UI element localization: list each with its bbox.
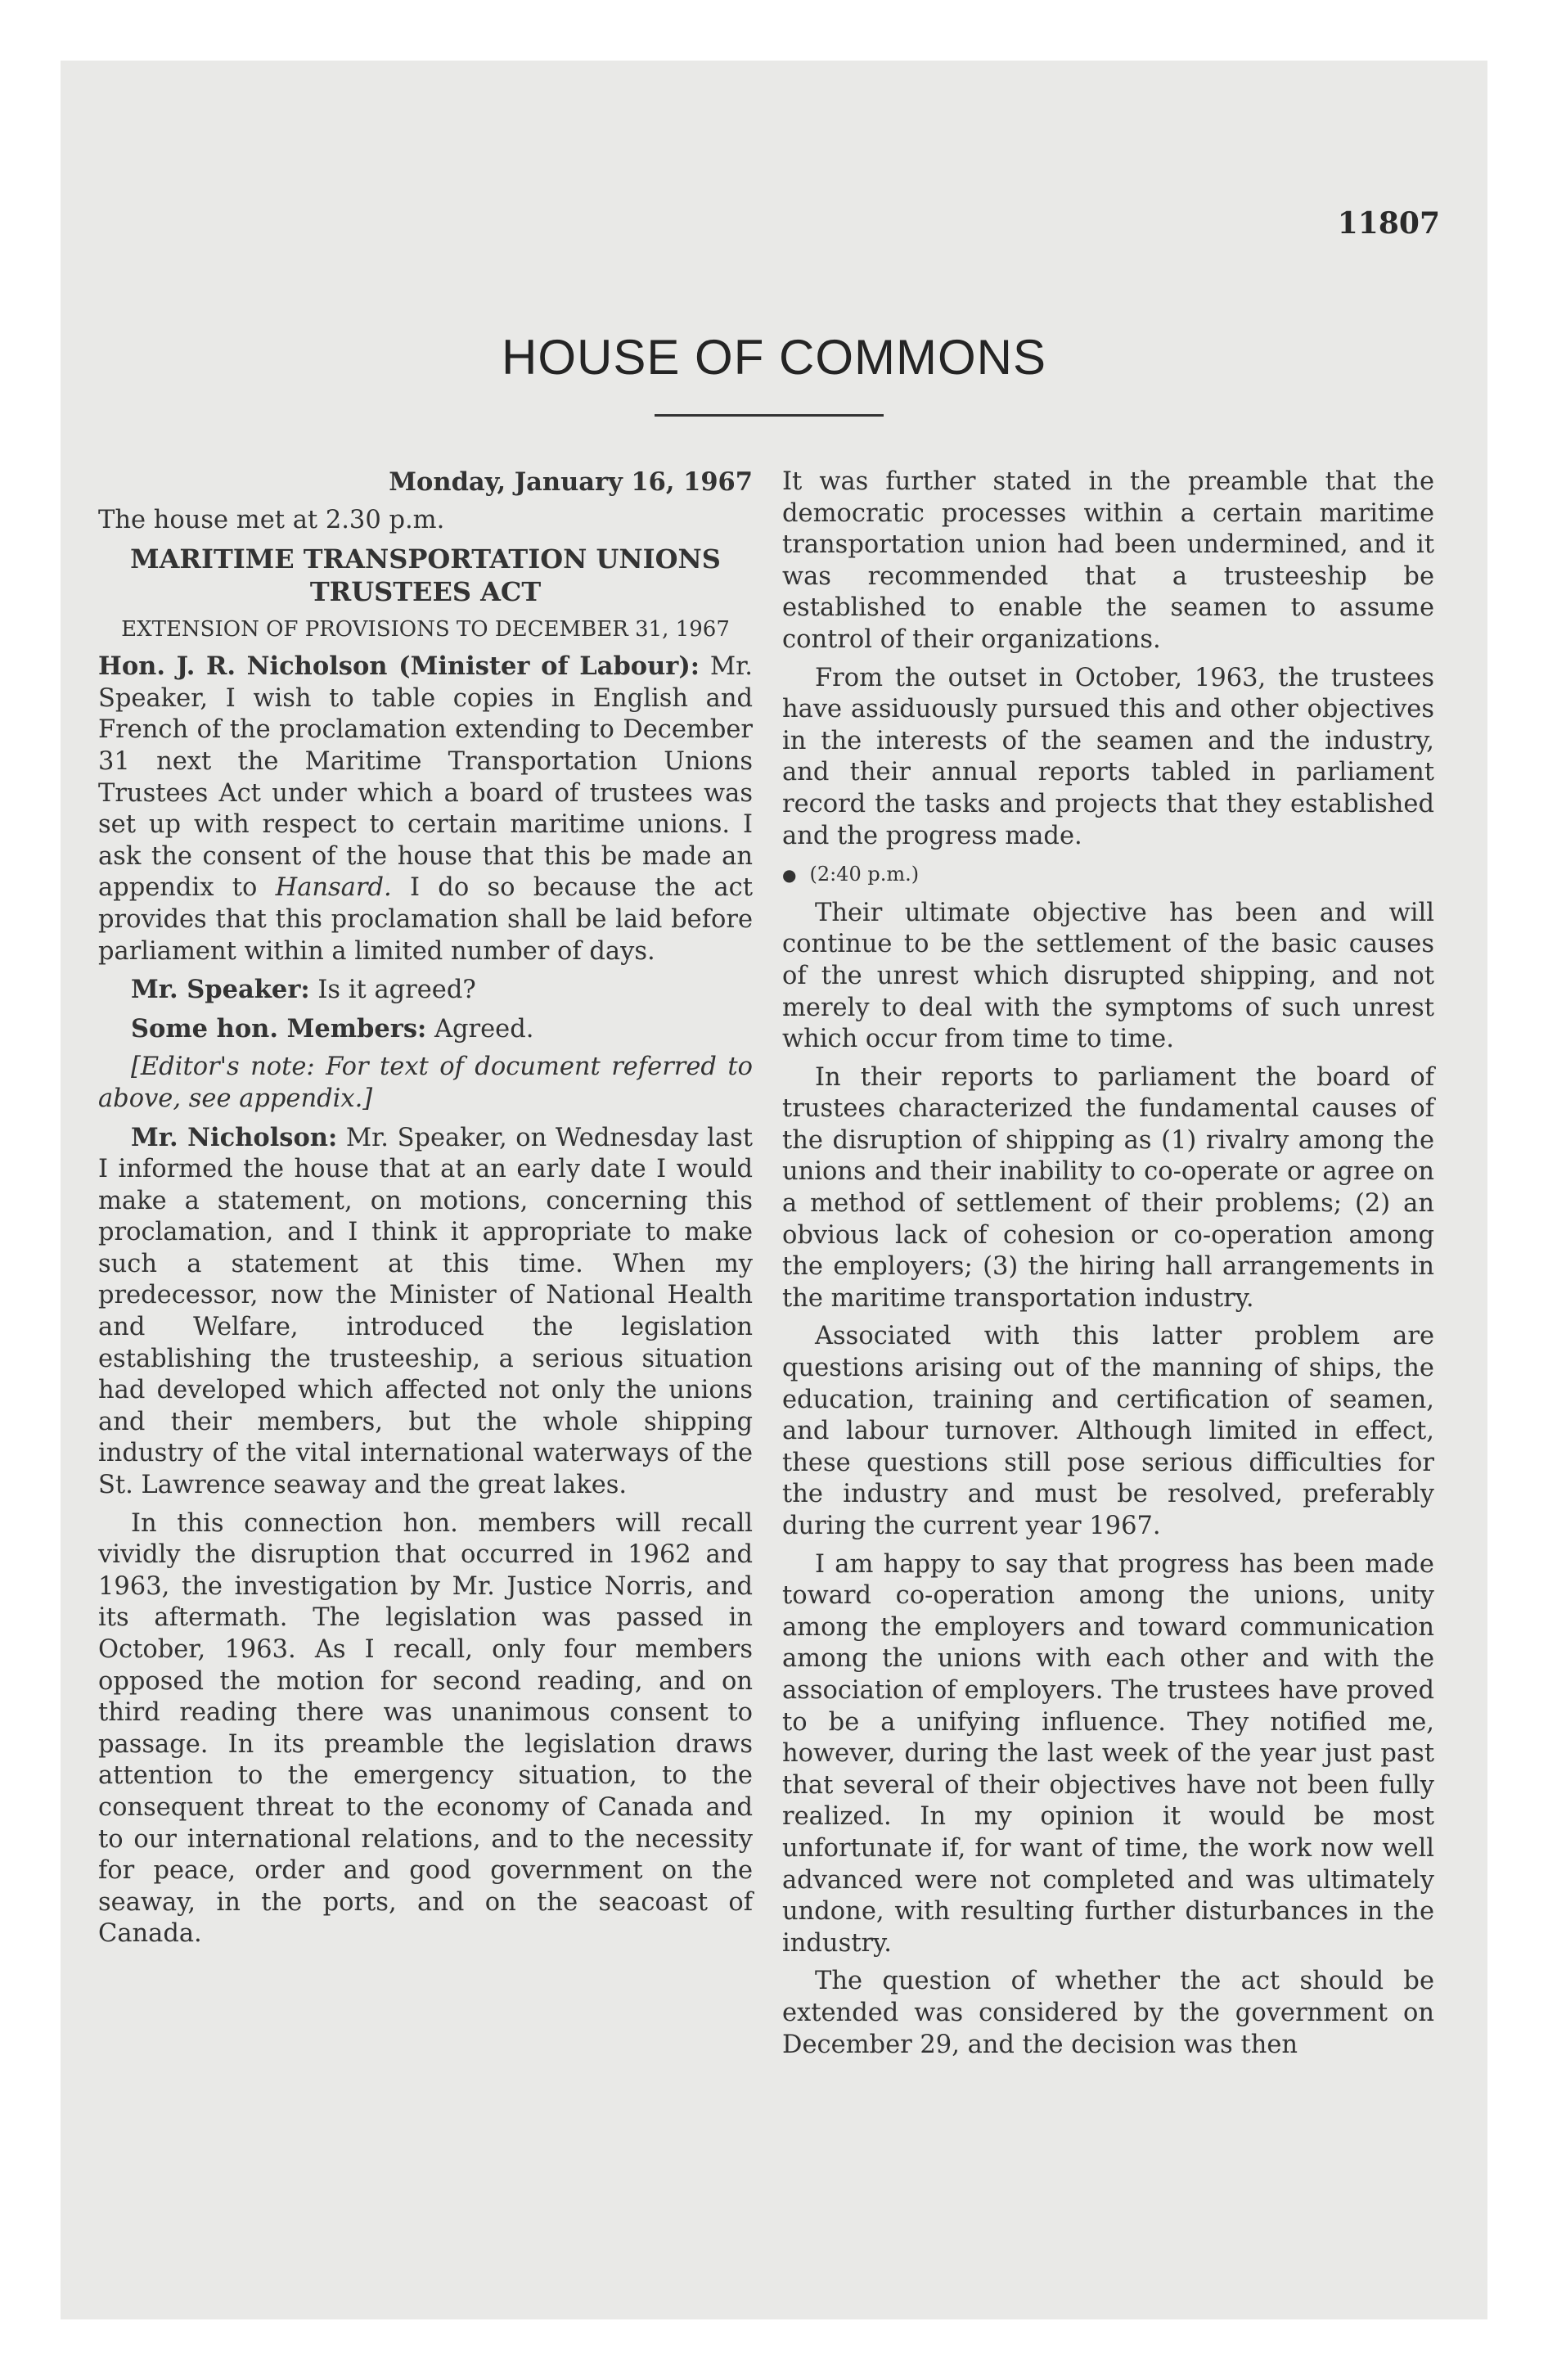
paragraph: Their ultimate objective has been and will continue to be the settlement of the basic causes of the unrest which disrupted shipping, and not merely to deal with the symptoms of such unrest which occur from time to time. [782, 898, 1434, 1054]
paragraph-text: Mr. Speaker, on Wednesday last I informed the house that at an early date I would make a statement, on motions, concerning this proclamation, and I think it appropriate to make such a statement at this time. When my predecessor, now the Minister of National Health and Welfare, introduced the legislation establishing the trusteeship, a serious situation had developed which affected not only the unions and their members, but the whole shipping industry of the vital international waterways of the St. Lawrence seaway and the great lakes. [98, 1123, 753, 1500]
paragraph-text: Mr. Speaker, I wish to table copies in English and French of the proclamation extending to December 31 next the Maritime Transportation Unions Trustees Act under which a board of trustees was set up with respect to certain maritime unions. I ask the consent of the house that this be made an appendix to [98, 652, 753, 903]
speaker-name: Mr. Nicholson: [131, 1122, 338, 1152]
paragraph [98, 1122, 753, 1502]
speaker-name: Some hon. Members: [131, 1013, 427, 1044]
paragraph: Associated with this latter problem are questions arising out of the manning of ships, the education, training and certification of seamen, and labour turnover. Although limited in effect, these questions still pose serious difficulties for the industry and must be resolved, preferably during the current year 1967. [782, 1322, 1434, 1540]
debate-title: MARITIME TRANSPORTATION UNIONS TRUSTEES ACT [130, 543, 721, 608]
sitting-date: Monday, January 16, 1967 [389, 467, 753, 497]
editor-note: [Editor's note: For text of document referred to above, see appendix.] [98, 1053, 753, 1113]
page-number: 11807 [1337, 206, 1440, 241]
speaker-name: Hon. J. R. Nicholson (Minister of Labour): [98, 651, 700, 682]
header-rule [655, 414, 884, 417]
paragraph: In their reports to parliament the board of trustees characterized the fundamental causes of the disruption of shipping as (1) rivalry among the unions and their inability to co-operate or agree on a method of settlement of their problems; (2) an obvious lack of cohesion or co-operation among the employers; (3) the hiring hall arrangements in the maritime transportation industry. [782, 1062, 1434, 1313]
paragraph [98, 1013, 753, 1046]
bullet-icon: ● [782, 865, 797, 886]
paragraph: I am happy to say that progress has been made toward co-operation among the unions, unity among the employers and toward communication among the unions with each other and with the association of employers. The trustees have proved to be a unifying influence. They notified me, however, during the last week of the year just past that several of their objectives have not been fully realized. In my opinion it would be most unfortunate if, for want of time, the work now well advanced were not completed and was ultimately undone, with resulting further disturbances in the industry. [782, 1549, 1434, 1958]
paragraph: In this connection hon. members will recall vividly the disruption that occurred in 1962 and 1963, the investigation by Mr. Justice Norris, and its aftermath. The legislation was passed in October, 1963. As I recall, only four members opposed the motion for second reading, and on third reading there was unanimous consent to passage. In its preamble the legislation draws attention to the emergency situation, to the consequent threat to the economy of Canada and to our international relations, and to the necessity for peace, order and good government on the seaway, in the ports, and on the seacoast of Canada. [98, 1508, 753, 1949]
sitting-time: The house met at 2.30 p.m. [98, 505, 445, 534]
paragraph-text: I do so because the act provides that this proclamation shall be laid before parliament within a limited number of days. [98, 873, 753, 966]
paragraph: It was further stated in the preamble that the democratic processes within a certain maritime transportation union had been undermined, and it was recommended that a trusteeship be established to enable the seamen to assume control of their organizations. [782, 467, 1434, 654]
italic-reference: Hansard. [275, 873, 392, 903]
paragraph [98, 974, 753, 1007]
paragraph-text: Agreed. [434, 1014, 534, 1044]
debate-subtitle: EXTENSION OF PROVISIONS TO DECEMBER 31, 1967 [121, 617, 730, 642]
paragraph-text: Is it agreed? [317, 976, 476, 1005]
time-marker: ● (2:40 p.m.) [782, 863, 920, 886]
paragraph: From the outset in October, 1963, the trustees have assiduously pursued this and other objectives in the interests of the seamen and the industry, and their annual reports tabled in parliament record the tasks and projects that they established and the progress made. [782, 663, 1434, 850]
page-header: HOUSE OF COMMONS [501, 330, 1046, 385]
right-column [782, 467, 1434, 2067]
paragraph: The question of whether the act should be extended was considered by the government on December 29, and the decision was then [782, 1967, 1434, 2059]
left-column [98, 467, 753, 1957]
speaker-name: Mr. Speaker: [131, 975, 310, 1005]
paragraph [98, 651, 753, 967]
